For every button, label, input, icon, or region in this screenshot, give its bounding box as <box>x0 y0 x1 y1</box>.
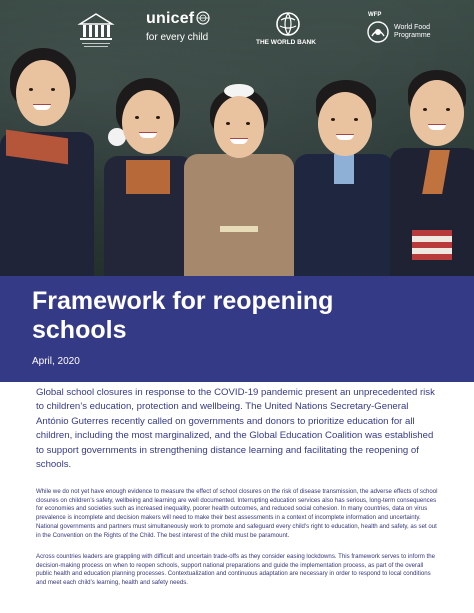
unicef-logo <box>146 10 216 50</box>
partner-logos <box>0 10 474 52</box>
unicef-name: unicef <box>146 10 195 27</box>
wfp-name: World Food Programme <box>394 24 431 39</box>
unicef-tagline: for every child <box>146 32 209 43</box>
publication-date: April, 2020 <box>32 356 80 367</box>
unesco-logo <box>76 12 116 50</box>
wreath-icon <box>366 20 390 44</box>
lead-paragraph: Global school closures in response to the COVID-19 pandemic present an unprecedented risk to children’s education, protection and wellbeing. The United Nations Secretary-General António Guterres recently called on governments and donors to prioritize education for all children, including the most marginalized, and the Global Education Coalition was established to support governments in strengthening distance learning and facilitating the reopening of schools. <box>36 387 435 471</box>
body-paragraph: While we do not yet have enough evidence to measure the effect of school closures on the risk of disease transmission, the adverse effects of school closures on children’s safety, wellbeing and learning are well documented. Interrupting education services also has serious, long-term consequences for economies and societies such as increased inequality, poorer health outcomes, and reduced social cohesion. In many countries, data on virus prevalence is incomplete and decision makers will need to make their best assessments in a context of incomplete information and uncertainty. National governments and partners must simultaneously work to promote and safeguard every child’s right to education, health and safety, as set out in the Convention on the Rights of the Child. The best interest of the child must be paramount. <box>36 488 438 539</box>
child-figure <box>98 78 198 276</box>
body-paragraph: Across countries leaders are grappling with difficult and uncertain trade-offs as they consider easing lockdowns. This framework serves to inform the decision-making process on when to reopen schools, support national preparations and guide the implementation process, as part of the overall public health and education planning processes. Contextualization and continuous adaptation are necessary in order to respond to local conditions and meet each child’s learning, health and safety needs. <box>36 553 435 587</box>
child-figure <box>390 70 474 276</box>
globe-icon <box>196 11 210 25</box>
globe-icon <box>276 12 300 36</box>
cover-photo <box>0 0 474 276</box>
wfp-logo <box>366 12 446 50</box>
child-figure <box>294 80 394 276</box>
page-title: Framework for reopening schools <box>32 287 334 344</box>
world-bank-logo <box>256 12 326 50</box>
child-figure <box>0 48 98 276</box>
wfp-acronym: WFP <box>368 12 382 18</box>
world-bank-name: THE WORLD BANK <box>256 39 316 46</box>
child-figure <box>184 84 294 276</box>
